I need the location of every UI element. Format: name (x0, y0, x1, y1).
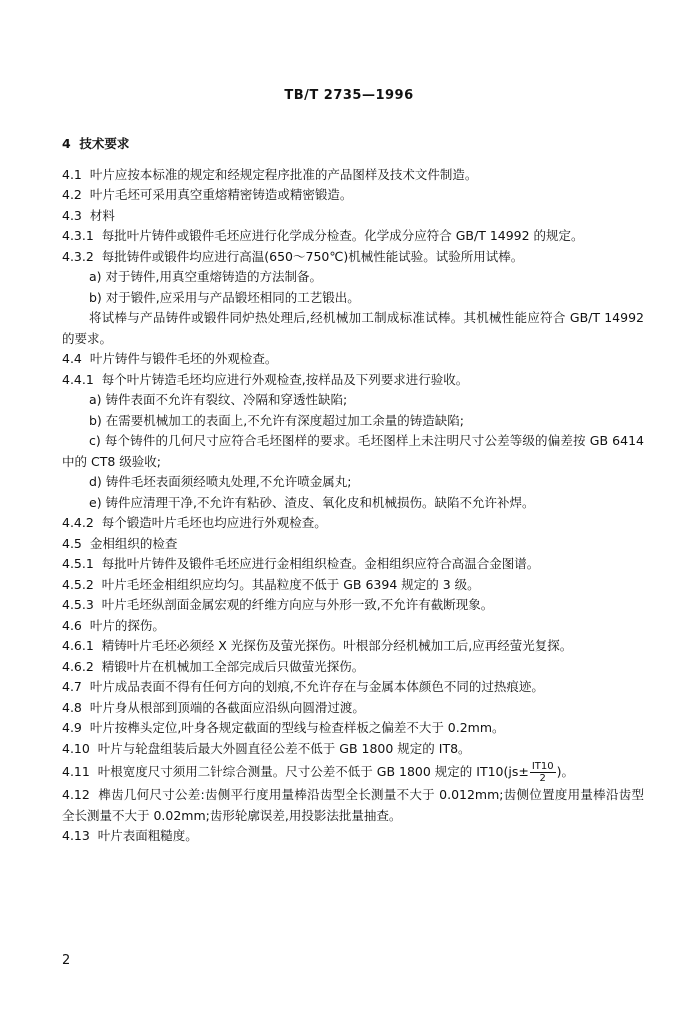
clause-4-3: 4.3 材料 (62, 207, 115, 223)
clause-4-4-1-c: c) 每个铸件的几何尺寸应符合毛坯图样的要求。毛坯图样上未注明尺寸公差等级的偏差按 GB 6414 中的 CT8 级验收; (62, 433, 644, 469)
clause-4-5-3: 4.5.3 叶片毛坯纵剖面金属宏观的纤维方向应与外形一致,不允许有截断现象。 (62, 597, 494, 612)
section-heading-title: 技术要求 (79, 136, 130, 151)
clause-4-6-2: 4.6.2 精锻叶片在机械加工全部完成后只做萤光探伤。 (62, 658, 365, 674)
page-number: 2 (62, 953, 71, 968)
clause-4-6-1: 4.6.1 精铸叶片毛坯必须经 X 光探伤及萤光探伤。叶根部分经机械加工后,应再经萤光复探。 (62, 638, 573, 653)
clause-4-5-2: 4.5.2 叶片毛坯金相组织应均匀。其晶粒度不低于 GB 6394 规定的 3 级。 (62, 576, 480, 592)
clause-4-3-2: 4.3.2 每批铸件或锻件均应进行高温(650～750℃)机械性能试验。试验所用试棒。 (62, 248, 524, 264)
clause-4-4-2: 4.4.2 每个锻造叶片毛坯也均应进行外观检查。 (62, 515, 327, 530)
document-body (62, 134, 644, 847)
clause-4-3-2-b: b) 对于锻件,应采用与产品锻坯相同的工艺锻出。 (89, 289, 360, 305)
clause-4-1: 4.1 叶片应按本标准的规定和经规定程序批准的产品图样及技术文件制造。 (62, 166, 478, 182)
clause-4-12: 4.12 榫齿几何尺寸公差:齿侧平行度用量棒沿齿型全长测量不大于 0.012mm;齿侧位置度用量棒沿齿型全长测量不大于 0.02mm;齿形轮廓误差,用投影法批量抽查。 (62, 787, 644, 823)
clause-4-7: 4.7 叶片成品表面不得有任何方向的划痕,不允许存在与金属本体颜色不同的过热痕迹。 (62, 679, 544, 694)
clause-4-3-2-a: a) 对于铸件,用真空重熔铸造的方法制备。 (89, 269, 322, 284)
clause-4-4-1-e: e) 铸件应清理干净,不允许有粘砂、渣皮、氧化皮和机械损伤。缺陷不允许补焊。 (89, 494, 535, 510)
clause-4-5-1: 4.5.1 每批叶片铸件及锻件毛坯应进行金相组织检查。金相组织应符合高温合金图谱。 (62, 556, 540, 571)
clause-4-3-2-paragraph: 将试棒与产品铸件或锻件同炉热处理后,经机械加工制成标准试棒。其机械性能应符合 GB/T 14992 的要求。 (62, 310, 644, 346)
clause-4-9: 4.9 叶片按榫头定位,叶身各规定截面的型线与检查样板之偏差不大于 0.2mm。 (62, 720, 505, 735)
clause-4-5: 4.5 金相组织的检查 (62, 535, 178, 551)
clause-4-4-1-d: d) 铸件毛坯表面须经喷丸处理,不允许喷金属丸; (89, 474, 352, 489)
clause-4-13: 4.13 叶片表面粗糙度。 (62, 828, 198, 843)
fraction-numerator: IT10 (531, 761, 554, 772)
clause-4-6: 4.6 叶片的探伤。 (62, 617, 165, 633)
clause-4-4-1-b: b) 在需要机械加工的表面上,不允许有深度超过加工余量的铸造缺陷; (89, 412, 464, 428)
clause-4-3-1: 4.3.1 每批叶片铸件或锻件毛坯应进行化学成分检查。化学成分应符合 GB/T 14992 的规定。 (62, 228, 584, 243)
clause-4-2: 4.2 叶片毛坯可采用真空重熔精密铸造或精密锻造。 (62, 187, 353, 202)
clause-4-4: 4.4 叶片铸件与锻件毛坯的外观检查。 (62, 351, 278, 366)
clause-4-8: 4.8 叶片身从根部到顶端的各截面应沿纵向圆滑过渡。 (62, 699, 365, 715)
clause-4-10: 4.10 叶片与轮盘组装后最大外圆直径公差不低于 GB 1800 规定的 IT8。 (62, 740, 471, 756)
clause-4-4-1-a: a) 铸件表面不允许有裂纹、冷隔和穿透性缺陷; (89, 392, 348, 407)
clause-4-11: 4.11 叶根宽度尺寸须用二针综合测量。尺寸公差不低于 GB 1800 规定的 IT10(js± $\frac{IT10}{2}$ )。 (62, 761, 575, 784)
section-heading-number: 4 (62, 136, 71, 151)
tolerance-fraction (530, 761, 556, 784)
fraction-denominator: 2 (539, 773, 546, 784)
section-heading (62, 134, 644, 155)
standard-code-header: TB/T 2735—1996 (284, 88, 414, 103)
clause-4-4-1: 4.4.1 每个叶片铸造毛坯均应进行外观检查,按样品及下列要求进行验收。 (62, 371, 469, 387)
